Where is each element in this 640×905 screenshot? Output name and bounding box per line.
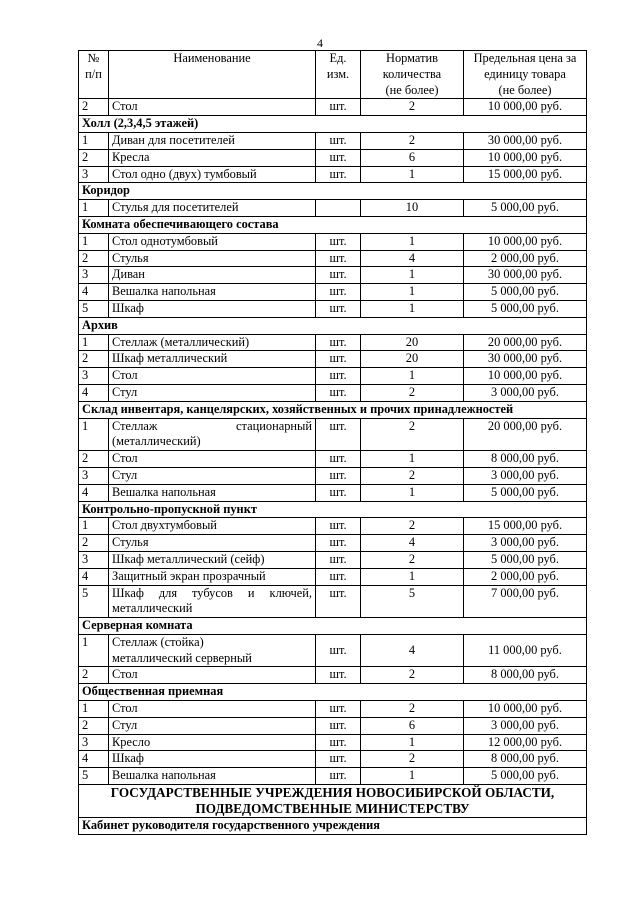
table-row — [79, 233, 587, 250]
header-qty: Норматив количества (не более) — [361, 51, 464, 99]
section-heading-row — [79, 684, 587, 701]
item-name: Стол — [109, 368, 316, 385]
unit-cell: шт. — [316, 99, 361, 116]
unit-cell: шт. — [316, 166, 361, 183]
unit-cell: шт. — [316, 484, 361, 501]
price-cell: 20 000,00 руб. — [464, 334, 587, 351]
unit-cell: шт. — [316, 585, 361, 618]
section-title: Контрольно-пропускной пункт — [79, 501, 587, 518]
quantity-cell: 2 — [361, 418, 464, 451]
price-cell: 5 000,00 руб. — [464, 284, 587, 301]
quantity-cell: 4 — [361, 250, 464, 267]
section-title: Холл (2,3,4,5 этажей) — [79, 116, 587, 133]
table-row — [79, 384, 587, 401]
row-number: 1 — [79, 701, 109, 718]
quantity-cell: 6 — [361, 149, 464, 166]
item-name: Стол однотумбовый — [109, 233, 316, 250]
row-number: 1 — [79, 334, 109, 351]
price-cell: 7 000,00 руб. — [464, 585, 587, 618]
section-title: Архив — [79, 317, 587, 334]
row-number: 3 — [79, 551, 109, 568]
row-number: 5 — [79, 768, 109, 785]
quantity-cell: 2 — [361, 99, 464, 116]
price-cell: 8 000,00 руб. — [464, 451, 587, 468]
table-row — [79, 351, 587, 368]
quantity-cell: 1 — [361, 368, 464, 385]
row-number: 1 — [79, 132, 109, 149]
unit-cell: шт. — [316, 568, 361, 585]
unit-cell: шт. — [316, 518, 361, 535]
price-cell: 10 000,00 руб. — [464, 368, 587, 385]
table-row — [79, 467, 587, 484]
unit-cell: шт. — [316, 717, 361, 734]
unit-cell: шт. — [316, 149, 361, 166]
table-row — [79, 717, 587, 734]
row-number: 3 — [79, 734, 109, 751]
price-cell: 5 000,00 руб. — [464, 300, 587, 317]
header-num: № п/п — [79, 51, 109, 99]
item-name: Стол — [109, 701, 316, 718]
quantity-cell: 1 — [361, 233, 464, 250]
table-row — [79, 551, 587, 568]
item-name: Диван для посетителей — [109, 132, 316, 149]
quantity-cell: 4 — [361, 535, 464, 552]
row-number: 2 — [79, 667, 109, 684]
header-name: Наименование — [109, 51, 316, 99]
row-number: 5 — [79, 300, 109, 317]
row-number: 2 — [79, 149, 109, 166]
price-cell: 3 000,00 руб. — [464, 467, 587, 484]
item-name: Стол двухтумбовый — [109, 518, 316, 535]
section-heading-row — [79, 501, 587, 518]
table-row — [79, 284, 587, 301]
quantity-cell: 1 — [361, 300, 464, 317]
row-number: 2 — [79, 250, 109, 267]
unit-cell: шт. — [316, 751, 361, 768]
header-row — [79, 51, 587, 99]
table-row — [79, 132, 587, 149]
item-name: Стул — [109, 467, 316, 484]
row-number: 4 — [79, 751, 109, 768]
item-name: Кресла — [109, 149, 316, 166]
price-cell: 20 000,00 руб. — [464, 418, 587, 451]
price-cell: 2 000,00 руб. — [464, 250, 587, 267]
table-row — [79, 535, 587, 552]
table-row — [79, 568, 587, 585]
unit-cell: шт. — [316, 368, 361, 385]
item-name: Стулья — [109, 250, 316, 267]
table-row — [79, 200, 587, 217]
price-cell: 11 000,00 руб. — [464, 634, 587, 667]
section-heading-row — [79, 216, 587, 233]
price-cell: 15 000,00 руб. — [464, 518, 587, 535]
section-heading-row — [79, 317, 587, 334]
unit-cell: шт. — [316, 284, 361, 301]
item-name: Стеллаж (стойка) металлический серверный — [109, 634, 316, 667]
quantity-cell: 2 — [361, 551, 464, 568]
table-row — [79, 634, 587, 667]
item-name: Стул — [109, 384, 316, 401]
unit-cell: шт. — [316, 667, 361, 684]
quantity-cell: 1 — [361, 267, 464, 284]
item-name: Шкаф металлический — [109, 351, 316, 368]
table-row — [79, 484, 587, 501]
price-cell: 5 000,00 руб. — [464, 768, 587, 785]
row-number: 3 — [79, 368, 109, 385]
price-cell: 2 000,00 руб. — [464, 568, 587, 585]
unit-cell: шт. — [316, 551, 361, 568]
table-row — [79, 300, 587, 317]
unit-cell: шт. — [316, 384, 361, 401]
unit-cell: шт. — [316, 418, 361, 451]
unit-cell: шт. — [316, 535, 361, 552]
price-cell: 30 000,00 руб. — [464, 132, 587, 149]
section-title: Кабинет руководителя государственного учреждения — [79, 818, 587, 835]
table-row — [79, 518, 587, 535]
price-cell: 5 000,00 руб. — [464, 484, 587, 501]
unit-cell — [316, 200, 361, 217]
price-cell: 5 000,00 руб. — [464, 551, 587, 568]
row-number: 4 — [79, 284, 109, 301]
row-number: 1 — [79, 233, 109, 250]
section-title: Комната обеспечивающего состава — [79, 216, 587, 233]
table-row — [79, 149, 587, 166]
item-name: Стол — [109, 451, 316, 468]
item-name: Стеллаж (металлический) — [109, 334, 316, 351]
row-number: 1 — [79, 200, 109, 217]
unit-cell: шт. — [316, 334, 361, 351]
header-price: Предельная цена за единицу товара (не более) — [464, 51, 587, 99]
item-name: Стеллаж стационарный (металлический) — [109, 418, 316, 451]
unit-cell: шт. — [316, 267, 361, 284]
table-row — [79, 585, 587, 618]
table-row — [79, 751, 587, 768]
item-name: Вешалка напольная — [109, 768, 316, 785]
row-number: 1 — [79, 518, 109, 535]
item-name: Стол — [109, 667, 316, 684]
item-name: Диван — [109, 267, 316, 284]
row-number: 3 — [79, 166, 109, 183]
unit-cell: шт. — [316, 451, 361, 468]
item-name: Стулья для посетителей — [109, 200, 316, 217]
unit-cell: шт. — [316, 467, 361, 484]
table-row — [79, 368, 587, 385]
unit-cell: шт. — [316, 300, 361, 317]
row-number: 1 — [79, 634, 109, 667]
price-cell: 30 000,00 руб. — [464, 351, 587, 368]
price-cell: 8 000,00 руб. — [464, 667, 587, 684]
quantity-cell: 1 — [361, 451, 464, 468]
quantity-cell: 2 — [361, 518, 464, 535]
item-name: Кресло — [109, 734, 316, 751]
row-number: 2 — [79, 351, 109, 368]
page-number: 4 — [317, 36, 323, 50]
item-name: Шкаф металлический (сейф) — [109, 551, 316, 568]
table-row — [79, 418, 587, 451]
unit-cell: шт. — [316, 351, 361, 368]
table-row — [79, 250, 587, 267]
quantity-cell: 2 — [361, 132, 464, 149]
table-row — [79, 267, 587, 284]
unit-cell: шт. — [316, 132, 361, 149]
section-title: ГОСУДАРСТВЕННЫЕ УЧРЕЖДЕНИЯ НОВОСИБИРСКОЙ ОБЛАСТИ, ПОДВЕДОМСТВЕННЫЕ МИНИСТЕРСТВУ — [79, 785, 587, 818]
group-heading-row — [79, 785, 587, 818]
price-cell: 3 000,00 руб. — [464, 717, 587, 734]
item-name: Защитный экран прозрачный — [109, 568, 316, 585]
quantity-cell: 1 — [361, 568, 464, 585]
quantity-cell: 2 — [361, 467, 464, 484]
quantity-cell: 2 — [361, 751, 464, 768]
section-heading-row — [79, 183, 587, 200]
unit-cell: шт. — [316, 701, 361, 718]
row-number: 5 — [79, 585, 109, 618]
price-cell: 10 000,00 руб. — [464, 701, 587, 718]
price-cell: 12 000,00 руб. — [464, 734, 587, 751]
row-number: 4 — [79, 568, 109, 585]
row-number: 3 — [79, 467, 109, 484]
table-body — [79, 99, 587, 834]
table-row — [79, 99, 587, 116]
quantity-cell: 1 — [361, 734, 464, 751]
section-heading-row — [79, 116, 587, 133]
quantity-cell: 2 — [361, 667, 464, 684]
item-name: Шкаф — [109, 751, 316, 768]
item-name: Вешалка напольная — [109, 284, 316, 301]
table-row — [79, 734, 587, 751]
quantity-cell: 10 — [361, 200, 464, 217]
quantity-cell: 2 — [361, 701, 464, 718]
row-number: 3 — [79, 267, 109, 284]
item-name: Стулья — [109, 535, 316, 552]
unit-cell: шт. — [316, 250, 361, 267]
unit-cell: шт. — [316, 634, 361, 667]
quantity-cell: 1 — [361, 284, 464, 301]
unit-cell: шт. — [316, 734, 361, 751]
item-name: Шкаф для тубусов и ключей, металлический — [109, 585, 316, 618]
section-title: Коридор — [79, 183, 587, 200]
section-heading-row — [79, 618, 587, 635]
row-number: 2 — [79, 451, 109, 468]
price-cell: 30 000,00 руб. — [464, 267, 587, 284]
quantity-cell: 20 — [361, 334, 464, 351]
price-cell: 10 000,00 руб. — [464, 149, 587, 166]
row-number: 1 — [79, 418, 109, 451]
row-number: 4 — [79, 484, 109, 501]
quantity-cell: 1 — [361, 768, 464, 785]
table-row — [79, 166, 587, 183]
quantity-cell: 1 — [361, 484, 464, 501]
price-cell: 10 000,00 руб. — [464, 99, 587, 116]
table-row — [79, 451, 587, 468]
quantity-cell: 1 — [361, 166, 464, 183]
item-name: Шкаф — [109, 300, 316, 317]
row-number: 2 — [79, 99, 109, 116]
item-name: Стул — [109, 717, 316, 734]
row-number: 2 — [79, 535, 109, 552]
item-name: Стол одно (двух) тумбовый — [109, 166, 316, 183]
price-cell: 10 000,00 руб. — [464, 233, 587, 250]
table-row — [79, 334, 587, 351]
quantity-cell: 20 — [361, 351, 464, 368]
section-title: Общественная приемная — [79, 684, 587, 701]
table-row — [79, 701, 587, 718]
unit-cell: шт. — [316, 233, 361, 250]
table-row — [79, 768, 587, 785]
price-cell: 15 000,00 руб. — [464, 166, 587, 183]
norms-table — [78, 50, 587, 835]
unit-cell: шт. — [316, 768, 361, 785]
quantity-cell: 6 — [361, 717, 464, 734]
quantity-cell: 4 — [361, 634, 464, 667]
quantity-cell: 5 — [361, 585, 464, 618]
row-number: 2 — [79, 717, 109, 734]
item-name: Вешалка напольная — [109, 484, 316, 501]
table-row — [79, 667, 587, 684]
price-cell: 5 000,00 руб. — [464, 200, 587, 217]
section-heading-row — [79, 401, 587, 418]
price-cell: 3 000,00 руб. — [464, 535, 587, 552]
section-title: Серверная комната — [79, 618, 587, 635]
price-cell: 3 000,00 руб. — [464, 384, 587, 401]
quantity-cell: 2 — [361, 384, 464, 401]
row-number: 4 — [79, 384, 109, 401]
section-title: Склад инвентаря, канцелярских, хозяйственных и прочих принадлежностей — [79, 401, 587, 418]
section-heading-row — [79, 818, 587, 835]
header-unit: Ед. изм. — [316, 51, 361, 99]
price-cell: 8 000,00 руб. — [464, 751, 587, 768]
item-name: Стол — [109, 99, 316, 116]
